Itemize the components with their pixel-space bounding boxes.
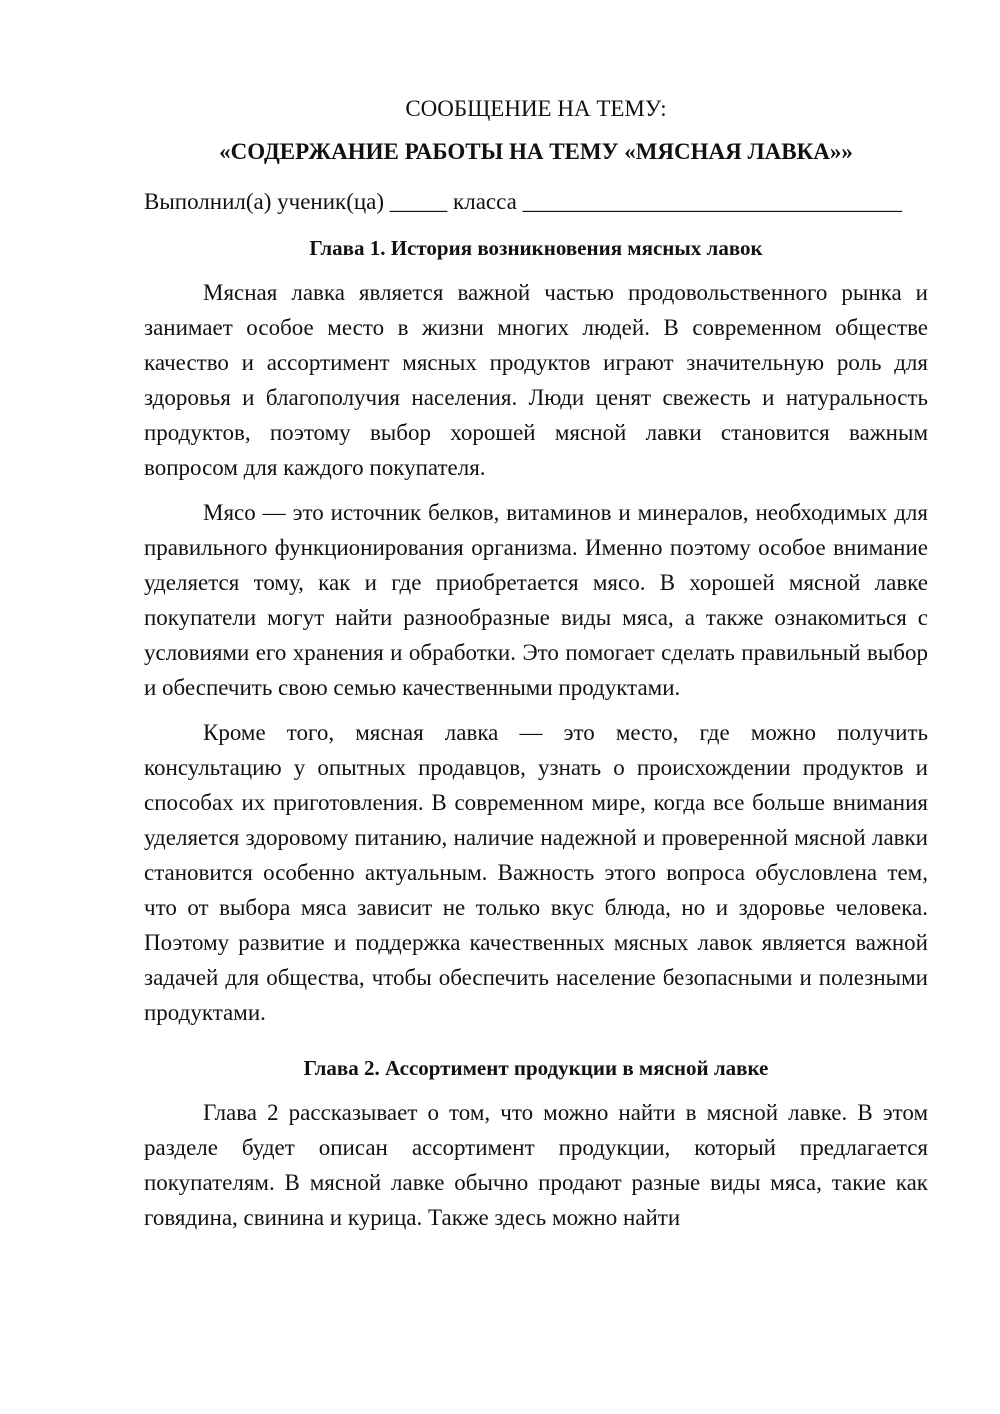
chapter-2-paragraph-1: Глава 2 рассказывает о том, что можно найти в мясной лавке. В этом разделе будет описан ассортимент продукции, который предлагается покупателям. В мясной лавке обычно продают разные виды мяса, такие как говядина, свинина и курица. Также здесь можно найти xyxy=(144,1100,928,1230)
chapter-2-heading: Глава 2. Ассортимент продукции в мясной лавке xyxy=(303,1056,769,1080)
chapter-1 xyxy=(144,231,928,1030)
document-page xyxy=(144,92,928,1245)
chapter-1-heading: Глава 1. История возникновения мясных лавок xyxy=(309,236,763,260)
author-line: Выполнил(а) ученик(ца) _____ класса _________________________________ xyxy=(144,189,903,214)
chapter-1-paragraph-3: Кроме того, мясная лавка — это место, где можно получить консультацию у опытных продавцов, узнать о происхождении продуктов и способах их приготовления. В современном мире, когда все больше внимания уделяется здоровому питанию, наличие надежной и проверенной мясной лавки становится особенно актуальным. Важность этого вопроса обусловлена тем, что от выбора мяса зависит не только вкус блюда, но и здоровье человека. Поэтому развитие и поддержка качественных мясных лавок является важной задачей для общества, чтобы обеспечить население безопасными и полезными продуктами. xyxy=(144,720,928,1025)
chapter-1-paragraph-1: Мясная лавка является важной частью продовольственного рынка и занимает особое место в жизни многих людей. В современном обществе качество и ассортимент мясных продуктов играют значительную роль для здоровья и благополучия населения. Люди ценят свежесть и натуральность продуктов, поэтому выбор хорошей мясной лавки становится важным вопросом для каждого покупателя. xyxy=(144,280,928,480)
document-title-main: «СОДЕРЖАНИЕ РАБОТЫ НА ТЕМУ «МЯСНАЯ ЛАВКА»» xyxy=(219,139,853,164)
chapter-1-paragraph-2: Мясо — это источник белков, витаминов и минералов, необходимых для правильного функционирования организма. Именно поэтому особое внимание уделяется тому, как и где приобретается мясо. В хорошей мясной лавке покупатели могут найти разнообразные виды мяса, а также ознакомиться с условиями его хранения и обработки. Это помогает сделать правильный выбор и обеспечить свою семью качественными продуктами. xyxy=(144,500,928,700)
document-title-top: СООБЩЕНИЕ НА ТЕМУ: xyxy=(405,96,667,121)
chapter-2 xyxy=(144,1051,928,1235)
